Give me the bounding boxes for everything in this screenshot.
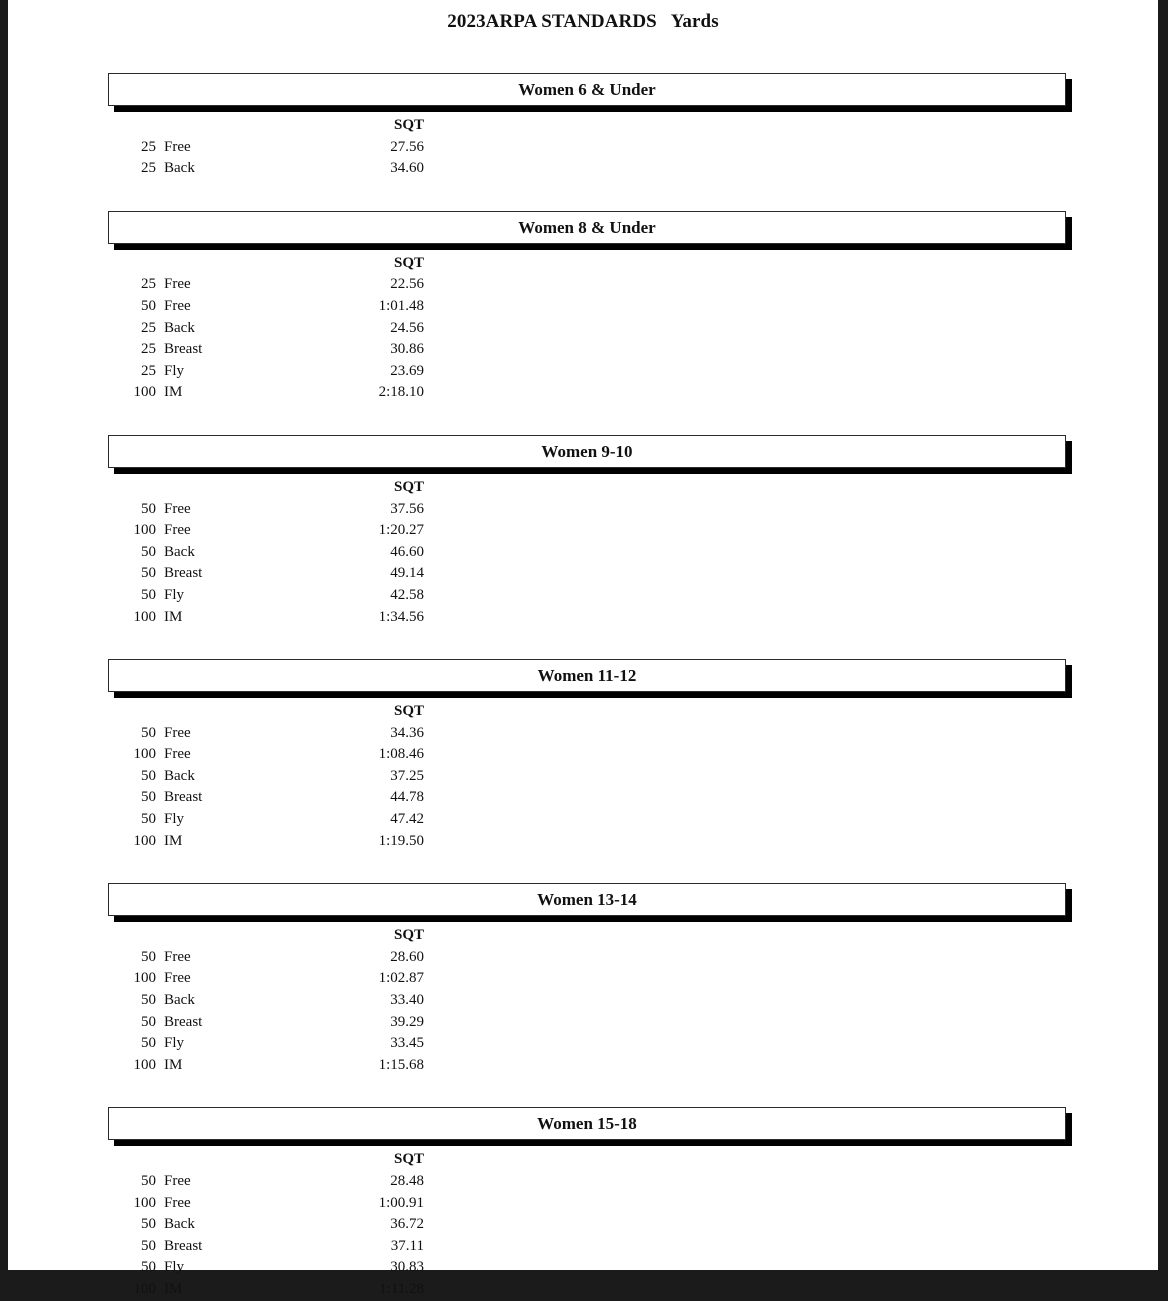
cell-stroke: Free <box>164 724 191 741</box>
cell-stroke: Breast <box>164 565 203 582</box>
table-header-row <box>108 701 424 723</box>
column-header-standard: SQT <box>393 927 424 944</box>
cell-standard-time: 28.60 <box>390 948 424 965</box>
event-table-women-13-14 <box>108 925 424 1076</box>
cell-standard-time: 46.60 <box>390 543 424 560</box>
cell-distance: 100 <box>133 1056 156 1073</box>
cell-standard-time: 34.60 <box>390 160 424 177</box>
column-header-distance <box>108 253 164 275</box>
cell-standard-time: 2:18.10 <box>378 384 424 401</box>
cell-distance: 50 <box>141 1259 156 1276</box>
cell-stroke: Free <box>164 500 191 517</box>
cell-standard-time: 1:11.28 <box>379 1280 424 1297</box>
sections-container <box>8 73 1158 1301</box>
cell-distance: 50 <box>141 1035 156 1052</box>
table-row <box>108 1171 424 1193</box>
section-header-women-9-10 <box>108 435 1066 468</box>
table-row <box>108 563 424 585</box>
cell-standard-time: 37.11 <box>390 1237 424 1254</box>
cell-standard-time: 30.86 <box>390 341 424 358</box>
table-row <box>108 158 424 180</box>
cell-standard-time: 49.14 <box>390 565 424 582</box>
cell-standard-time: 1:00.91 <box>378 1194 424 1211</box>
section-women-15-18 <box>8 1107 1158 1300</box>
cell-stroke: Free <box>164 948 191 965</box>
column-header-distance <box>108 1149 164 1171</box>
cell-standard-time: 33.40 <box>390 992 424 1009</box>
cell-stroke: IM <box>164 608 183 625</box>
table-row <box>108 296 424 318</box>
cell-standard-time: 30.83 <box>390 1259 424 1276</box>
section-title: Women 15-18 <box>537 1114 637 1134</box>
event-table-women-6-and-under <box>108 115 424 180</box>
cell-distance: 50 <box>141 724 156 741</box>
cell-stroke: Free <box>164 276 191 293</box>
cell-distance: 25 <box>141 276 156 293</box>
column-header-stroke <box>164 115 314 137</box>
cell-distance: 50 <box>141 1237 156 1254</box>
table-row <box>108 787 424 809</box>
section-header-women-13-14 <box>108 883 1066 916</box>
cell-standard-time: 23.69 <box>390 362 424 379</box>
cell-distance: 50 <box>141 1216 156 1233</box>
cell-standard-time: 1:08.46 <box>378 746 424 763</box>
cell-stroke: Back <box>164 319 195 336</box>
table-row <box>108 1055 424 1077</box>
cell-distance: 50 <box>141 565 156 582</box>
cell-stroke: IM <box>164 1280 183 1297</box>
cell-distance: 50 <box>141 297 156 314</box>
cell-standard-time: 1:19.50 <box>378 832 424 849</box>
table-row <box>108 137 424 159</box>
cell-distance: 50 <box>141 811 156 828</box>
cell-standard-time: 39.29 <box>390 1013 424 1030</box>
section-title: Women 13-14 <box>537 890 637 910</box>
cell-distance: 100 <box>133 832 156 849</box>
section-women-6-and-under <box>8 73 1158 180</box>
cell-stroke: Fly <box>164 811 185 828</box>
cell-stroke: IM <box>164 384 183 401</box>
table-row <box>108 809 424 831</box>
cell-standard-time: 1:34.56 <box>378 608 424 625</box>
table-row <box>108 1279 424 1301</box>
cell-standard-time: 24.56 <box>390 319 424 336</box>
cell-distance: 100 <box>133 522 156 539</box>
table-row <box>108 744 424 766</box>
table-header-row <box>108 115 424 137</box>
event-table-women-9-10 <box>108 477 424 628</box>
column-header-standard: SQT <box>393 703 424 720</box>
cell-distance: 100 <box>133 1194 156 1211</box>
column-header-distance <box>108 115 164 137</box>
section-women-11-12 <box>8 659 1158 852</box>
cell-distance: 50 <box>141 586 156 603</box>
section-title: Women 11-12 <box>537 666 637 686</box>
cell-stroke: Back <box>164 543 195 560</box>
cell-distance: 25 <box>141 341 156 358</box>
cell-standard-time: 37.25 <box>390 767 424 784</box>
cell-stroke: Free <box>164 522 191 539</box>
cell-standard-time: 1:01.48 <box>378 297 424 314</box>
cell-standard-time: 28.48 <box>390 1173 424 1189</box>
table-header-row <box>108 925 424 947</box>
cell-distance: 25 <box>141 138 156 155</box>
table-row <box>108 1236 424 1258</box>
cell-stroke: Breast <box>164 1013 203 1030</box>
table-row <box>108 499 424 521</box>
table-row <box>108 607 424 629</box>
cell-stroke: Fly <box>164 586 185 603</box>
cell-distance: 100 <box>133 1280 156 1297</box>
section-header-women-8-and-under <box>108 211 1066 244</box>
column-header-standard: SQT <box>393 117 424 133</box>
cell-distance: 50 <box>141 1013 156 1030</box>
column-header-standard: SQT <box>393 1151 424 1168</box>
cell-standard-time: 1:02.87 <box>378 970 424 987</box>
cell-stroke: Back <box>164 767 195 784</box>
section-title: Women 9-10 <box>541 441 633 461</box>
cell-standard-time: 34.36 <box>390 724 424 741</box>
cell-distance: 25 <box>141 362 156 379</box>
cell-standard-time: 22.56 <box>390 276 424 293</box>
section-women-8-and-under <box>8 211 1158 404</box>
table-row <box>108 274 424 296</box>
cell-standard-time: 47.42 <box>390 811 424 828</box>
section-women-9-10 <box>8 435 1158 628</box>
event-table-women-11-12 <box>108 701 424 852</box>
cell-standard-time: 42.58 <box>390 586 424 603</box>
cell-stroke: Free <box>164 746 191 763</box>
table-row <box>108 947 424 969</box>
section-header-women-6-and-under <box>108 73 1066 106</box>
table-row <box>108 585 424 607</box>
cell-stroke: Free <box>164 1173 191 1189</box>
cell-distance: 50 <box>141 543 156 560</box>
cell-stroke: Back <box>164 160 195 177</box>
cell-stroke: Breast <box>164 341 203 358</box>
column-header-standard: SQT <box>393 478 424 495</box>
cell-stroke: Back <box>164 1216 195 1233</box>
section-title: Women 8 & Under <box>518 217 656 237</box>
cell-distance: 25 <box>141 319 156 336</box>
table-row <box>108 318 424 340</box>
table-row <box>108 1193 424 1215</box>
table-header-row <box>108 477 424 499</box>
cell-distance: 25 <box>141 160 156 177</box>
column-header-stroke <box>164 477 314 499</box>
cell-distance: 100 <box>133 970 156 987</box>
table-row <box>108 542 424 564</box>
cell-distance: 100 <box>133 384 156 401</box>
cell-stroke: Free <box>164 1194 191 1211</box>
cell-distance: 100 <box>133 746 156 763</box>
table-row <box>108 1257 424 1279</box>
cell-stroke: Free <box>164 138 191 155</box>
table-row <box>108 1012 424 1034</box>
table-row <box>108 831 424 853</box>
column-header-standard: SQT <box>393 254 424 271</box>
cell-stroke: Fly <box>164 362 185 379</box>
table-row <box>108 361 424 383</box>
section-header-women-11-12 <box>108 659 1066 692</box>
cell-standard-time: 27.56 <box>390 138 424 155</box>
event-table-women-8-and-under <box>108 253 424 404</box>
cell-standard-time: 37.56 <box>390 500 424 517</box>
table-row <box>108 1033 424 1055</box>
cell-standard-time: 1:20.27 <box>378 522 424 539</box>
cell-stroke: Free <box>164 297 191 314</box>
cell-standard-time: 1:15.68 <box>378 1056 424 1073</box>
table-row <box>108 520 424 542</box>
cell-stroke: Fly <box>164 1259 185 1276</box>
cell-stroke: Fly <box>164 1035 185 1052</box>
cell-stroke: Free <box>164 970 191 987</box>
event-table-women-15-18 <box>108 1149 424 1300</box>
cell-distance: 50 <box>141 789 156 806</box>
section-header-women-15-18 <box>108 1107 1066 1140</box>
column-header-distance <box>108 701 164 723</box>
column-header-stroke <box>164 701 314 723</box>
table-row <box>108 723 424 745</box>
cell-distance: 100 <box>133 608 156 625</box>
cell-distance: 50 <box>141 500 156 517</box>
page-title: 2023ARPA STANDARDS Yards <box>447 11 719 32</box>
cell-distance: 50 <box>141 767 156 784</box>
cell-distance: 50 <box>141 1173 156 1189</box>
section-women-13-14 <box>8 883 1158 1076</box>
table-row <box>108 990 424 1012</box>
cell-stroke: Back <box>164 992 195 1009</box>
document-page <box>8 0 1158 1297</box>
column-header-stroke <box>164 925 314 947</box>
cell-standard-time: 36.72 <box>390 1216 424 1233</box>
table-header-row <box>108 253 424 275</box>
cell-standard-time: 44.78 <box>390 789 424 806</box>
cell-distance: 50 <box>141 948 156 965</box>
column-header-distance <box>108 477 164 499</box>
cell-distance: 50 <box>141 992 156 1009</box>
cell-standard-time: 33.45 <box>390 1035 424 1052</box>
section-title: Women 6 & Under <box>518 80 656 99</box>
table-row <box>108 339 424 361</box>
column-header-stroke <box>164 253 314 275</box>
column-header-distance <box>108 925 164 947</box>
table-header-row <box>108 1149 424 1171</box>
table-row <box>108 1214 424 1236</box>
table-row <box>108 766 424 788</box>
cell-stroke: IM <box>164 1056 183 1073</box>
column-header-stroke <box>164 1149 314 1171</box>
cell-stroke: Breast <box>164 789 203 806</box>
cell-stroke: IM <box>164 832 183 849</box>
table-row <box>108 382 424 404</box>
cell-stroke: Breast <box>164 1237 203 1254</box>
table-row <box>108 968 424 990</box>
